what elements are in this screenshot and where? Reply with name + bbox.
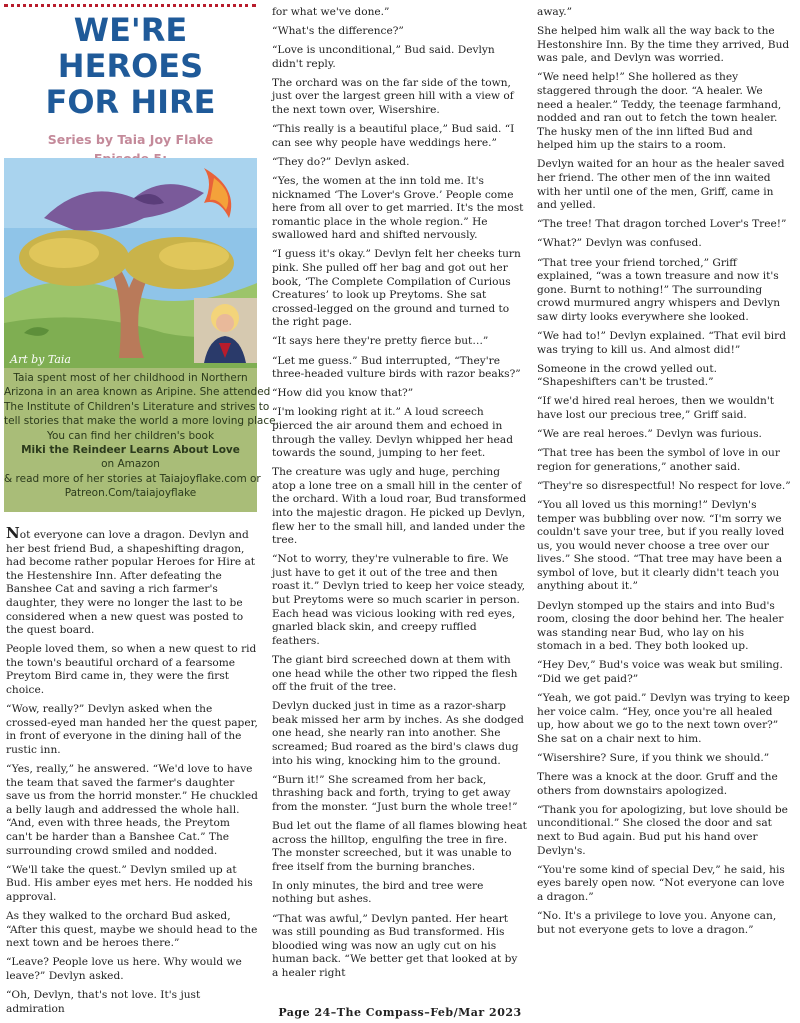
paragraph: Devlyn stomped up the stairs and into Bud's room, closing the door behind her. The healer was standing near Bud, who lay on his stomach in a bed. They both looked up.	[537, 599, 784, 653]
paragraph: She helped him walk all the way back to the Hestonshire Inn. By the time they arrived, Bud was pale, and Devlyn was worried.	[537, 25, 790, 65]
paragraph: Someone in the crowd yelled out. “Shapeshifters can't be trusted.”	[537, 362, 717, 389]
paragraph: In only minutes, the bird and tree were nothing but ashes.	[272, 879, 484, 906]
paragraph: “It says here they're pretty fierce but…”	[272, 335, 489, 348]
drop-cap: N	[6, 524, 20, 542]
paragraph: “We had to!” Devlyn explained. “That evil bird was trying to kill us. And almost did!”	[537, 329, 787, 356]
bio-line: Arizona in an area known as Aripine. She attended	[4, 386, 271, 399]
article-column-2	[272, 6, 527, 986]
title-line-2: FOR HIRE	[45, 83, 216, 121]
paragraph: As they walked to the orchard Bud asked, “After this quest, maybe we should head to the next town and be heroes there.”	[6, 909, 258, 950]
paragraph: The orchard was on the far side of the town, just over the largest green hill with a view of the next town over, Wisershire.	[272, 76, 514, 117]
paragraph: “They're so disrespectful! No respect for love.”	[537, 479, 791, 492]
paragraph: “That tree your friend torched,” Griff explained, “was a town treasure and now it's gone. Burnt to nothing!” The surrounding crowd murmured angry whispers and Devlyn saw dirty looks everywhere she looked.	[537, 256, 781, 323]
paragraph: “We need help!” She hollered as they staggered through the door. “A healer. We need a healer.” Teddy, the teenage farmhand, nodded and ran out to fetch the town healer. The husky men of the inn lifted Bud and helped him up the stairs to a room.	[537, 71, 782, 152]
author-bio	[4, 368, 279, 512]
cover-illustration	[4, 158, 257, 368]
paragraph: for what we've done.”	[272, 6, 390, 18]
paragraph: The giant bird screeched down at them with one head while the other two ripped the flesh off the fruit of the tree.	[272, 653, 518, 694]
paragraph: “Oh, Devlyn, that's not love. It's just admiration	[6, 988, 201, 1015]
title-line-1: WE'RE HEROES	[57, 11, 204, 85]
article-column-3	[537, 6, 792, 943]
paragraph: “If we'd hired real heroes, then we wouldn't have lost our precious tree,” Griff said.	[537, 395, 775, 421]
illustration-svg	[4, 158, 257, 368]
paragraph: “We'll take the quest.” Devlyn smiled up at Bud. His amber eyes met hers. He nodded his approval.	[6, 863, 253, 903]
art-signature: Art by Taia	[10, 353, 71, 366]
bio-line: The Institute of Children's Literature and strives to	[4, 400, 270, 413]
book-title: Miki the Reindeer Learns About Love	[21, 444, 240, 457]
paragraph: “We are real heroes.” Devlyn was furious.	[537, 428, 762, 441]
paragraph: “What's the difference?”	[272, 25, 404, 38]
paragraph: People loved them, so when a new quest to rid the town's beautiful orchard of a fearsome Preytom Bird came in, they were the first choice.	[6, 643, 257, 697]
bio-link-line[interactable]: & read more of her stories at Taiajoyflake.com or	[4, 472, 261, 485]
paragraph: There was a knock at the door. Gruff and the others from downstairs apologized.	[537, 771, 778, 797]
paragraph: “Thank you for apologizing, but love should be unconditional.” She closed the door and sat next to Bud again. Bud put his hand over Devlyn's.	[537, 803, 788, 857]
series-title	[4, 12, 257, 120]
paragraph: The creature was ugly and huge, perching atop a lone tree on a small hill in the center of the orchard. With a loud roar, Bud transformed into the majestic dragon. He picked up Devlyn, flew her to the small hill, and landed under the tree.	[272, 466, 527, 547]
paragraph: “Yeah, we got paid.” Devlyn was trying to keep her voice calm. “Hey, once you're all healed up, how about we go to the next town over?” She sat on a chair next to him.	[537, 692, 790, 745]
paragraph: “Love is unconditional,” Bud said. Devlyn didn't reply.	[272, 44, 495, 70]
paragraph: “I guess it's okay.” Devlyn felt her cheeks turn pink. She pulled off her bag and got out her book, ‘The Complete Compilation of Curious Creatures’ to look up Preytoms. She sat crossed-legged on the ground and turned to the right page.	[272, 248, 521, 329]
paragraph: “Hey Dev,” Bud's voice was weak but smiling. “Did we get paid?”	[537, 659, 783, 686]
paragraph: “I'm looking right at it.” A loud screech pierced the air around them and echoed in through the valley. Devlyn whipped her head towards the sound, jumping to her feet.	[272, 406, 513, 460]
paragraph: “How did you know that?”	[272, 387, 414, 400]
paragraph: “Leave? People love us here. Why would we leave?” Devlyn asked.	[6, 956, 242, 982]
paragraph: Devlyn ducked just in time as a razor-sharp beak missed her arm by inches. As she dodged one head, she nearly ran into another. She screamed; Bud roared as the bird's claws dug into his wing, knocking him to the ground.	[272, 700, 524, 767]
paragraph: “Burn it!” She screamed from her back, thrashing back and forth, trying to get away from the monster. “Just burn the whole tree!”	[272, 773, 518, 813]
paragraph: Bud let out the flame of all flames blowing heat across the hilltop, engulfing the tree in fire. The monster screeched, but it was unable to free itself from the burning branches.	[272, 819, 527, 873]
paragraph: “You're some kind of special Dev,” he said, his eyes barely open now. “Not everyone can love a dragon.”	[537, 863, 785, 903]
paragraph: “Yes, the women at the inn told me. It's nicknamed ‘The Lover's Grove.’ People come here from all over to get married. It's the most romantic place in the whole region.” He swallowed hard and shifted nervously.	[272, 174, 524, 242]
paragraph: “Yes, really,” he answered. “We'd love to have the team that saved the farmer's daughter save us from the horrid monster.” He chuckled a belly laugh and addressed the whole hall. “And, even with three heads, the Preytom can't be harder than a Banshee Cat.” The surrounding crowd smiled and nodded.	[6, 763, 258, 857]
paragraph: “Not to worry, they're vulnerable to fire. We just have to get it out of the tree and then roast it.” Devlyn tried to keep her voice steady, but Preytoms were so much scarier in person. Each head was vicious looking with red eyes, gnarled black skin, and creepy ruffled feathers.	[272, 553, 526, 647]
paragraph: “That tree has been the symbol of love in our region for generations,” another said.	[537, 447, 780, 473]
paragraph: away.”	[537, 6, 573, 18]
paragraph: “No. It's a privilege to love you. Anyone can, but not everyone gets to love a dragon.”	[537, 909, 777, 936]
paragraph: “The tree! That dragon torched Lover's Tree!”	[537, 218, 787, 231]
paragraph: Devlyn waited for an hour as the healer saved her friend. The other men of the inn waited with her until one of the men, Griff, came in and yelled.	[537, 158, 785, 212]
series-byline: Series by Taia Joy Flake	[47, 132, 214, 147]
article-column-1	[6, 524, 258, 1022]
bio-line: on Amazon	[101, 458, 160, 471]
bio-link-line[interactable]: Patreon.Com/taiajoyflake	[64, 487, 197, 500]
bio-line: Taia spent most of her childhood in Northern	[13, 372, 248, 384]
paragraph: “Wisershire? Sure, if you think we should.”	[537, 752, 770, 764]
bio-line: tell stories that make the world a more loving place.	[4, 415, 279, 428]
paragraph: “They do?” Devlyn asked.	[272, 155, 410, 168]
paragraph: “Let me guess.” Bud interrupted, “They're three-headed vulture birds with razor beaks?”	[272, 354, 521, 381]
bio-line: You can find her children's book	[46, 429, 215, 442]
paragraph: “Wow, really?” Devlyn asked when the crossed-eyed man handed her the quest paper, in front of everyone in the dining hall of the rustic inn.	[6, 703, 258, 756]
page-footer: Page 24–The Compass–Feb/Mar 2023	[278, 1006, 522, 1019]
paragraph: “You all loved us this morning!” Devlyn's temper was bubbling over now. “I'm sorry we couldn't save your tree, but if you really loved us, you would never choose a tree over our lives.” She stood. “That tree may have been a symbol of love, but it clearly didn't teach you anything about it.”	[537, 498, 785, 593]
paragraph: Not everyone can love a dragon. Devlyn and her best friend Bud, a shapeshifting dragon, had become rather popular Heroes for Hire at the Hestenshire Inn. After defeating the Banshee Cat and saving a rich farmer's daughter, they were no longer the last to be considered when a new quest was posted to the quest board.	[6, 524, 256, 637]
paragraph: “This really is a beautiful place,” Bud said. “I can see why people have weddings here.”	[272, 123, 515, 149]
paragraph: “What?” Devlyn was confused.	[537, 237, 702, 250]
paragraph: “That was awful,” Devlyn panted. Her heart was still pounding as Bud transformed. His bloodied wing was now an ugly cut on his human back. “We better get that looked at by a healer right	[272, 912, 518, 979]
